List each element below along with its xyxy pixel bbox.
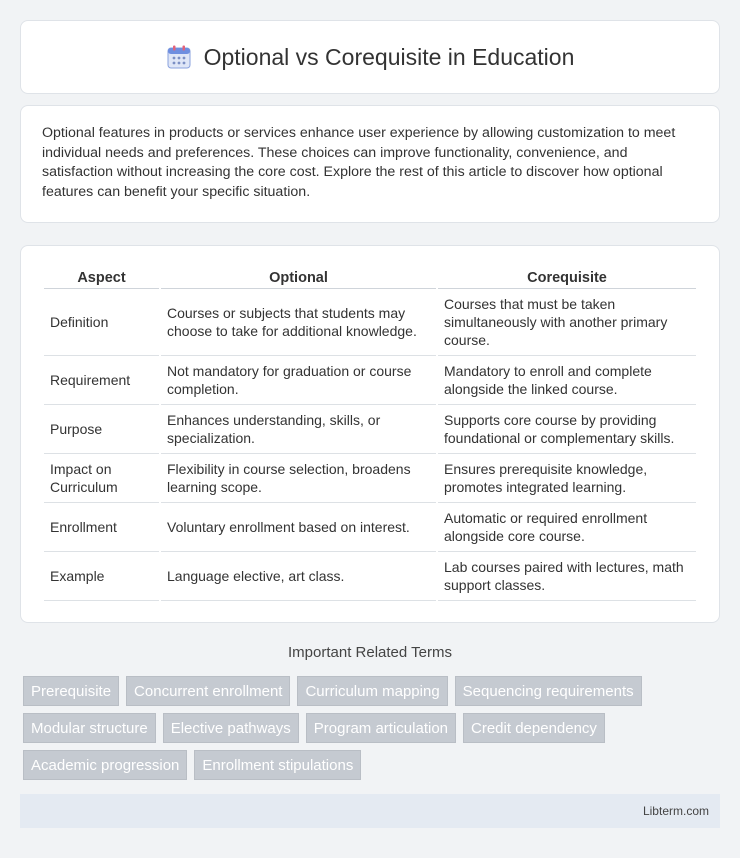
table-row: [44, 503, 696, 552]
table-cell: Voluntary enrollment based on interest.: [161, 503, 436, 552]
related-term-tag[interactable]: Modular structure: [23, 713, 156, 743]
table-cell: Courses or subjects that students may choose to take for additional knowledge.: [161, 289, 436, 356]
related-term-tag[interactable]: Credit dependency: [463, 713, 605, 743]
header-optional: Optional: [161, 263, 436, 289]
table-cell: Requirement: [44, 356, 159, 405]
table-cell: Ensures prerequisite knowledge, promotes integrated learning.: [438, 454, 696, 503]
table-cell: Supports core course by providing foundational or complementary skills.: [438, 405, 696, 454]
intro-card: [20, 105, 720, 223]
related-term-tag[interactable]: Curriculum mapping: [297, 676, 447, 706]
table-row: [44, 356, 696, 405]
calendar-icon: [166, 44, 192, 70]
footer-site-link[interactable]: Libterm.com: [642, 804, 709, 818]
table-cell: Lab courses paired with lectures, math support classes.: [438, 552, 696, 601]
table-cell: Mandatory to enroll and complete alongside the linked course.: [438, 356, 696, 405]
intro-text: Optional features in products or services enhance user experience by allowing customization to meet individual needs and preferences. These choices can improve functionality, convenience, and satisfaction without increasing the core cost. Explore the rest of this article to discover how optional features can benefit your specific situation.: [42, 125, 676, 200]
title-card: [20, 20, 720, 94]
footer: [20, 794, 720, 828]
table-row: [44, 454, 696, 503]
table-row: [44, 289, 696, 356]
header-corequisite: Corequisite: [438, 263, 696, 289]
table-cell: Automatic or required enrollment alongside core course.: [438, 503, 696, 552]
related-term-tag[interactable]: Enrollment stipulations: [194, 750, 361, 780]
related-terms-title: Important Related Terms: [288, 644, 452, 661]
comparison-table-card: [20, 245, 720, 623]
table-cell: Definition: [44, 289, 159, 356]
related-term-tag[interactable]: Sequencing requirements: [455, 676, 642, 706]
related-term-tag[interactable]: Program articulation: [306, 713, 456, 743]
table-cell: Courses that must be taken simultaneously with another primary course.: [438, 289, 696, 356]
table-cell: Enrollment: [44, 503, 159, 552]
table-cell: Flexibility in course selection, broadens learning scope.: [161, 454, 436, 503]
table-cell: Purpose: [44, 405, 159, 454]
table-header-row: [44, 263, 696, 289]
table-cell: Language elective, art class.: [161, 552, 436, 601]
page-title: Optional vs Corequisite in Education: [203, 43, 575, 70]
table-row: [44, 405, 696, 454]
table-row: [44, 552, 696, 601]
table-cell: Not mandatory for graduation or course completion.: [161, 356, 436, 405]
related-terms-list: [23, 676, 713, 780]
comparison-table: [42, 263, 698, 601]
table-cell: Enhances understanding, skills, or specialization.: [161, 405, 436, 454]
table-cell: Impact on Curriculum: [44, 454, 159, 503]
related-term-tag[interactable]: Elective pathways: [163, 713, 299, 743]
related-term-tag[interactable]: Prerequisite: [23, 676, 119, 706]
related-term-tag[interactable]: Academic progression: [23, 750, 187, 780]
table-cell: Example: [44, 552, 159, 601]
related-term-tag[interactable]: Concurrent enrollment: [126, 676, 290, 706]
header-aspect: Aspect: [44, 263, 159, 289]
